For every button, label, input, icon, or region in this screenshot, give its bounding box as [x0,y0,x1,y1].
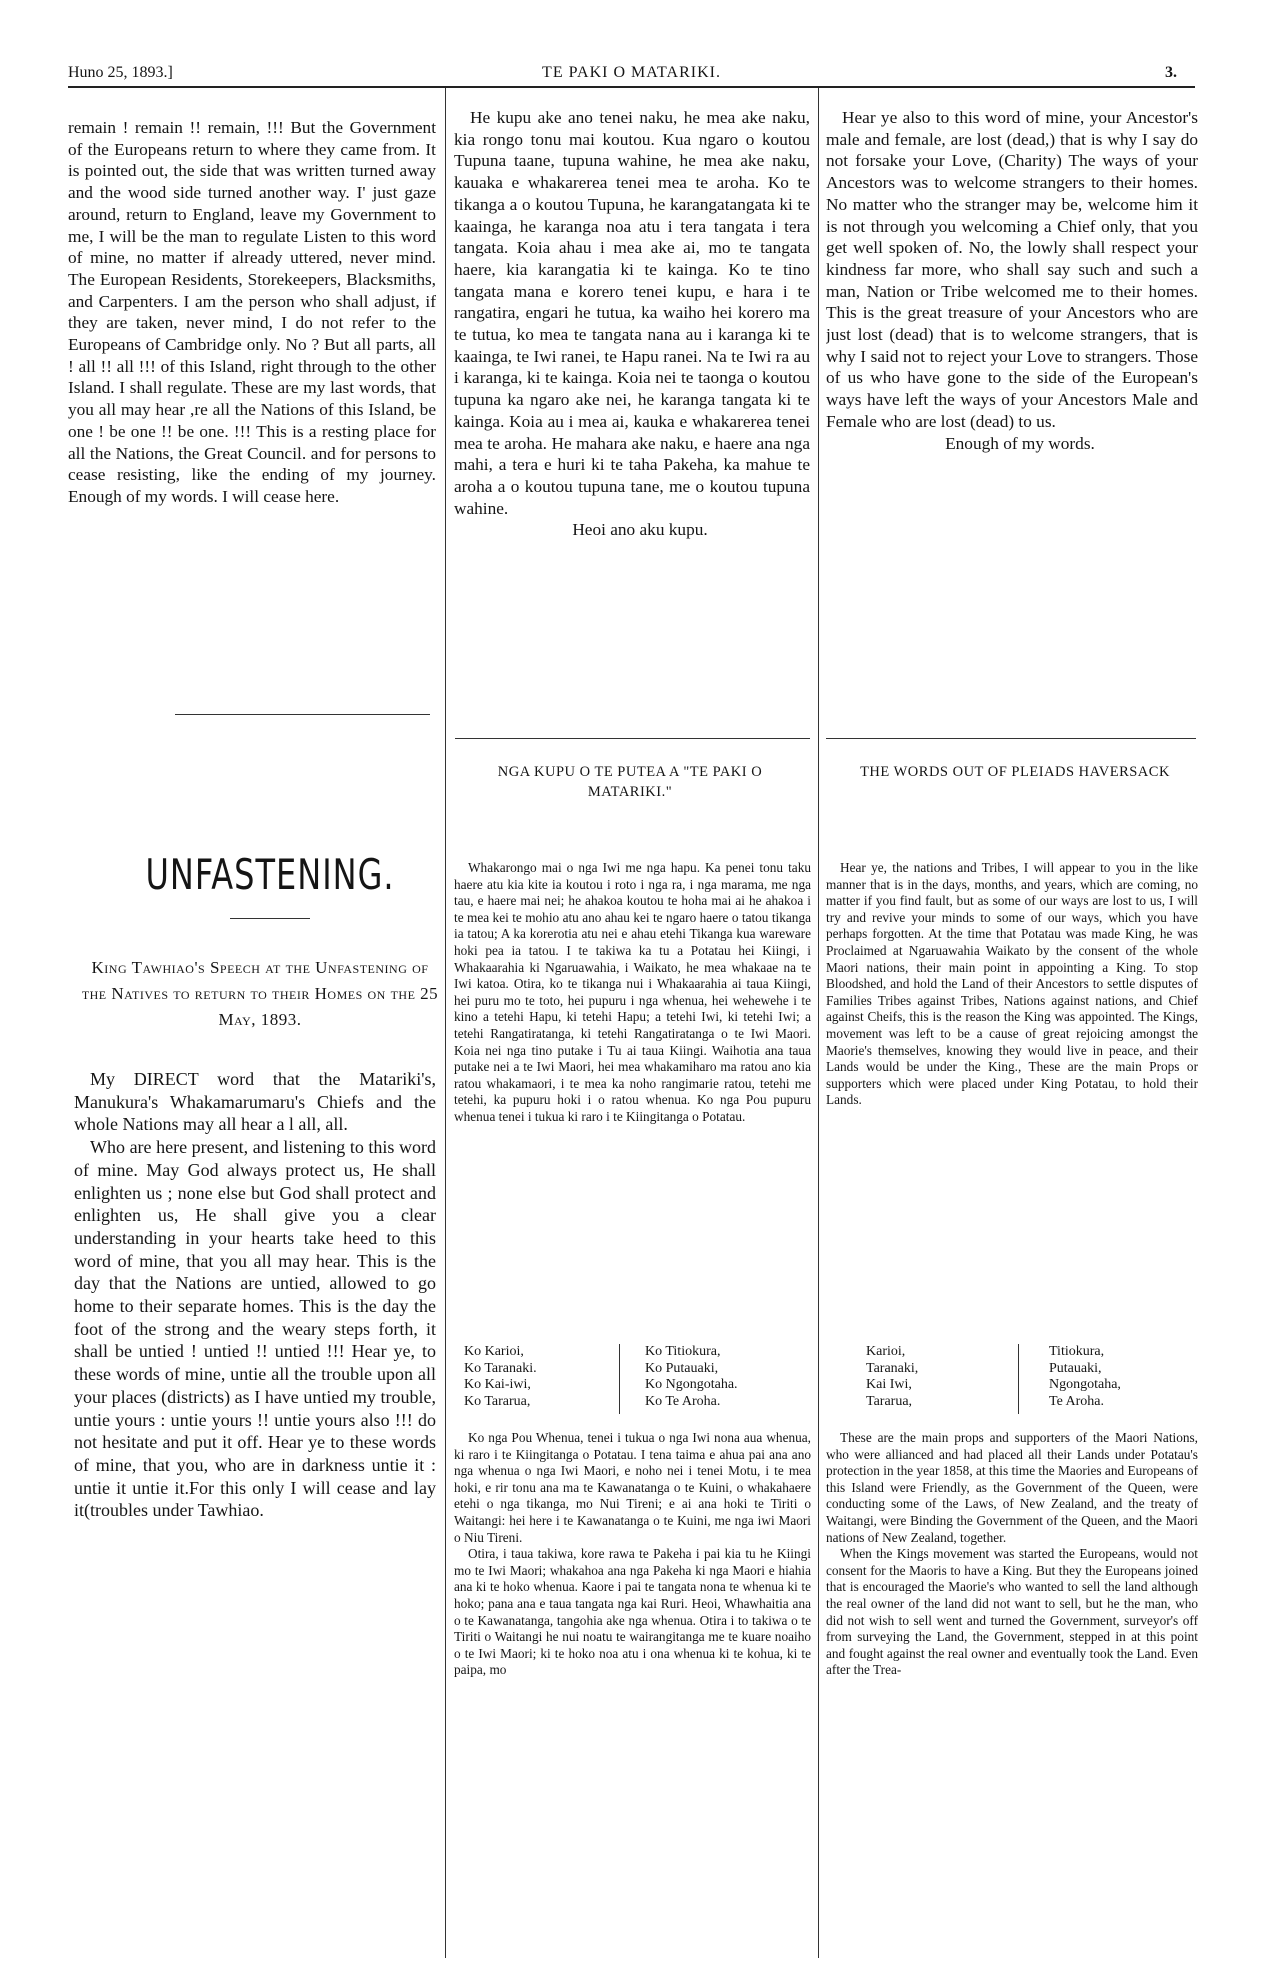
header-rule [68,86,1195,88]
column-3-top-closing: Enough of my words. [945,433,1095,453]
column-rule-1 [445,88,446,1958]
unfastening-title-rule [230,918,310,919]
putea-name: Ko Titiokura, [645,1344,721,1359]
haversack-name: Kai Iwi, [866,1377,912,1392]
haversack-name: Putauaki, [1049,1360,1102,1376]
header-page-number: 3. [1165,64,1177,81]
haversack-name: Ngongotaha, [1049,1377,1121,1392]
haversack-headline: THE WORDS OUT OF PLEIADS HAVERSACK [860,764,1170,780]
column-2-top-text [454,107,810,727]
putea-name: Ko Putauaki, [645,1360,719,1376]
unfastening-paragraph-2: Who are here present, and listening to this word of mine. May God always protect us, He shall enlighten us ; none else but God shall protect and enlighten us, He shall give you a clear understanding in your hearts take heed to this word of mine, that you all may hear. This is the day that the Nations are untied, allowed to go home to their separate homes. This is the day the foot of the strong and the weary steps forth, it shall be untied ! untied !! untied !!! Hear ye, to these words of mine, untie all the trouble upon all your places (districts) as I have untied my trouble, untie yours : untie yours !! untie yours also !!! do not hesitate and put it off. Hear ye to these words of mine, that you, who are in darkness untie it : untie it untie it.For this only I will cease and lay it(troubles under Tawhiao. [74,1137,436,1521]
haversack-names-left [866,1344,918,1410]
column-2-top-paragraph: He kupu ake ano tenei naku, he mea ake naku, kia rongo tonu mai koutou. Kua ngaro o koutou Tupuna taane, tupuna wahine, he mea ake naku, kauaka e whakarerea tenei mea te aroha. Ko te tikanga a o koutou Tupuna, he karangatangata ki te kaainga, he karanga noa atu i tera tangata i tera tangata. Koia ahau i mea ake ai, mo te tangata haere, kia karangatia ki te kainga. Ko te tino tangata mana e korero tenei kupu, e hara i te rangatira, engari he tutua, ka waiho hei korero ma te tutua, ko mea te tangata nana au i karanga ki te kaainga, te Iwi ranei, te Hapu ranei. Na te Iwi ra au i karanga, ki te kainga. Koia nei te taonga o koutou tupuna ka ngaro ake nei, he karanga tangata ki te kainga. Koia au i mea ai, kauka e whakarerea tenei mea te aroha. He mahara ake naku, e haere ana nga mahi, a tera e huri ki te taha Pakeha, ka mahue te aroha a o koutou tupuna tane, me o koutou tupuna wahine. [454,108,810,518]
haversack-name: Tararua, [866,1393,913,1409]
haversack-body-2 [826,1430,1198,1955]
column-1-top-paragraph: remain ! remain !! remain, !!! But the Government of the Europeans return to where they came from. It is pointed out, the side that was written turned away and the wood side turned another way. I' just gaze around, return to England, leave my Government to me, I will be the man to regulate Listen to this word of mine, no matter if already uttered, never mind. The European Residents, Storekeepers, Blacksmiths, and Carpenters. I am the person who shall adjust, if they are taken, never mind, I do not refer to the Europeans of Cambridge only. No ? But all parts, all ! all !! all !!! of this Island, right through to the other Island. I shall regulate. These are my last words, that you all may hear ,re all the Nations of this Island, be one ! be one !! be one. !!! This is a resting place for all the Nations, the Great Council. and for persons to cease resisting, like the ending of my journey. Enough of my words. I will cease here. [68,118,436,506]
haversack-names-rule [1018,1344,1019,1414]
page-header [68,56,1195,86]
haversack-name: Karioi, [866,1344,906,1359]
putea-paragraph-1: Whakarongo mai o nga Iwi me nga hapu. Ka penei tonu taku haere atu kia kite ia koutou i roto i nga ra, i nga marama, me nga tau, e haere mai nei; he ahakoa koutou te hoha mai ai he ahakoa i te mea kei te mohio atu ano ahau kei te ngaro haere o tatou tikanga ia tatou; A ka korerotia atu nei e ahau etehi Tikanga kua wareware hoki pea ia tatou. I te takiwa ka tu a Potatau hei Kiingi, i Whakaarahia ki Ngaruawahia, i Waikato, he mea whakaae na te Iwi katoa. Otira, ko te tikanga nui i Whakaarahia ai taua Kiingi, hei puru mo te toto, hei pupuru i nga whenua, hei wehewehe i te kino a tetehi Hapu, ki tetehi Hapu; a tetehi Iwi, ki tetehi Iwi; a tetehi Rangatiratanga, ki tetehi Rangatiratanga o te Iwi Maori. Koia nei nga tino putake i Tu ai taua Kiingi. Waihotia ana taua putake nei a te Iwi Maori, hei mea whakamiharo ma ratou ano kia ratou whakamaori, i te mea ka noho rangimarie ratou, tetehi me tetehi, ka pupuru hoki i o ratou whenua. Ko nga Pou pupuru whenua tenei i tukua ki raro i te Kiingitanga o Potatau. [454,860,811,1124]
column-rule-2 [818,88,819,1958]
column-2-divider [455,738,810,739]
putea-paragraph-3: Otira, i taua takiwa, kore rawa te Pakeha i pai kia tu he Kiingi mo te Iwi Maori; whakahoa ana nga Pakeha ki nga Maori e hiahia ana ki te hoko whenua. Kaore i pai te tangata nona te whenua ki te hoko; pana ana e taua tangata nga kai Ruri. Heoi, Whawhaitia ana o te Kawanatanga, tangohia ake nga whenua. Otira i to takiwa o te Tiriti o Waitangi he nui noatu te wairangitanga me te kuare noaiho o te Iwi Maori; ki te hoko noa atu i ona whenua ki te kohua, ki te paipa, mo [454,1546,811,1678]
column-3-divider [826,738,1196,739]
putea-name: Ko Ngongotaha. [645,1377,738,1392]
putea-names-rule [619,1344,620,1414]
unfastening-body [74,1068,436,1948]
header-title: TE PAKI O MATARIKI. [542,64,721,81]
unfastening-subhead: King Tawhiao's Speech at the Unfastening of the Natives to return to their Homes on the 25 May, 1893. [81,958,439,1029]
putea-name: Ko Kai-iwi, [464,1377,531,1392]
unfastening-title: UNFASTENING. [145,850,395,900]
putea-name: Ko Taranaki. [464,1360,537,1376]
haversack-paragraph-3: When the Kings movement was started the Europeans, would not consent for the Maoris to have a King. But they the Europeans joined that is encouraged the Maorie's who wanted to sell the land although the real owner of the land did not want to sell, but he the man, who did not wish to sell went and turned the Government, surveyor's off from surveying the Land, the Government, stepped in at this point and fought against the real owner and eventually took the Land. Even after the Trea- [826,1546,1198,1678]
unfastening-paragraph-1: My DIRECT word that the Matariki's, Manukura's Whakamarumaru's Chiefs and the whole Nations may all hear a l all, all. [74,1069,436,1135]
header-date: Huno 25, 1893.] [68,64,173,81]
putea-headline: NGA KUPU O TE PUTEA A "TE PAKI O MATARIKI." [497,764,763,800]
haversack-paragraph-1: Hear ye, the nations and Tribes, I will appear to you in the like manner that is in the days, months, and years, which are coming, no matter if you find fault, but as some of our ways are lost to us, I will try and revive your minds to some of our ways, which you have perhaps forgotten. At the time that Potatau was made King, he was Proclaimed at Ngaruawahia Waikato by the consent of the whole Maori nations, their main point in appointing a King. To stop Bloodshed, and hold the Land of their Ancestors to settle disputes of Families Tribes against Tribes, Nations against nations, and Chief against Cheifs, this is the reason the King was appointed. The Kings, movement was left to be a cause of great rejoicing amongst the Maorie's themselves, knowing they would live in peace, and their Lands would be under the King., These are the main Props or supporters which were placed under King Potatau, to hold their Lands. [826,860,1198,1108]
haversack-body-1 [826,860,1198,1320]
putea-body-1 [454,860,811,1315]
putea-paragraph-2: Ko nga Pou Whenua, tenei i tukua o nga Iwi nona aua whenua, ki raro i te Kiingitanga o Potatau. I tena taima e ahua pai ana ano nga whenua o nga Iwi Maori, e noho nei i tenei Motu, i te mea hoki, e rir tonu ana ma te Kawanatanga o te Kuini, o whakahaere etehi o nga tikanga, mo Nui Tireni; e ai ana hoki te Tiriti o Waitangi: hei here i te Kawanatanga o te Kuini, me nga iwi Maori o Niu Tireni. [454,1430,811,1545]
column-3-top-paragraph: Hear ye also to this word of mine, your Ancestor's male and female, are lost (dead,) that is why I say do not forsake your Love, (Charity) The ways of your Ancestors was to welcome strangers to their homes. No matter who the stranger may be, welcome him it is not through you welcoming a Chief only, that you get well spoken of. No, the lowly shall respect your kindness far more, who shall say such and such a man, Nation or Tribe welcomed me to their homes. This is the great treasure of your Ancestors who are just lost (dead) that is to welcome strangers, that is why I said not to reject your Love to strangers. Those of us who have gone to the side of the European's ways have left the ways of your Ancestors Male and Female who are lost (dead) to us. [826,108,1198,431]
haversack-names-right [1049,1344,1121,1410]
column-1-divider [175,714,430,715]
column-1-top-text [68,117,436,707]
haversack-name: Titiokura, [1049,1344,1105,1359]
haversack-name: Taranaki, [866,1360,919,1376]
putea-names-right [645,1344,738,1410]
putea-body-2 [454,1430,811,1955]
column-3-top-text [826,107,1198,647]
haversack-name: Te Aroha. [1049,1393,1105,1409]
haversack-paragraph-2: These are the main props and supporters of the Maori Nations, who were allianced and had placed all their Lands under Potatau's protection in the year 1858, at this time the Maories and Europeans of this Island were Friendly, as the Government of the Queen, were conducting some of the Laws, of New Zealand, and the treaty of Waitangi, were Binding the Government of the Queen, and the Maori nations of New Zealand, together. [826,1430,1198,1545]
putea-name: Ko Te Aroha. [645,1393,721,1409]
putea-name: Ko Karioi, [464,1344,524,1359]
putea-name: Ko Tararua, [464,1393,531,1409]
putea-names-left [464,1344,537,1410]
column-2-top-closing: Heoi ano aku kupu. [572,520,708,540]
